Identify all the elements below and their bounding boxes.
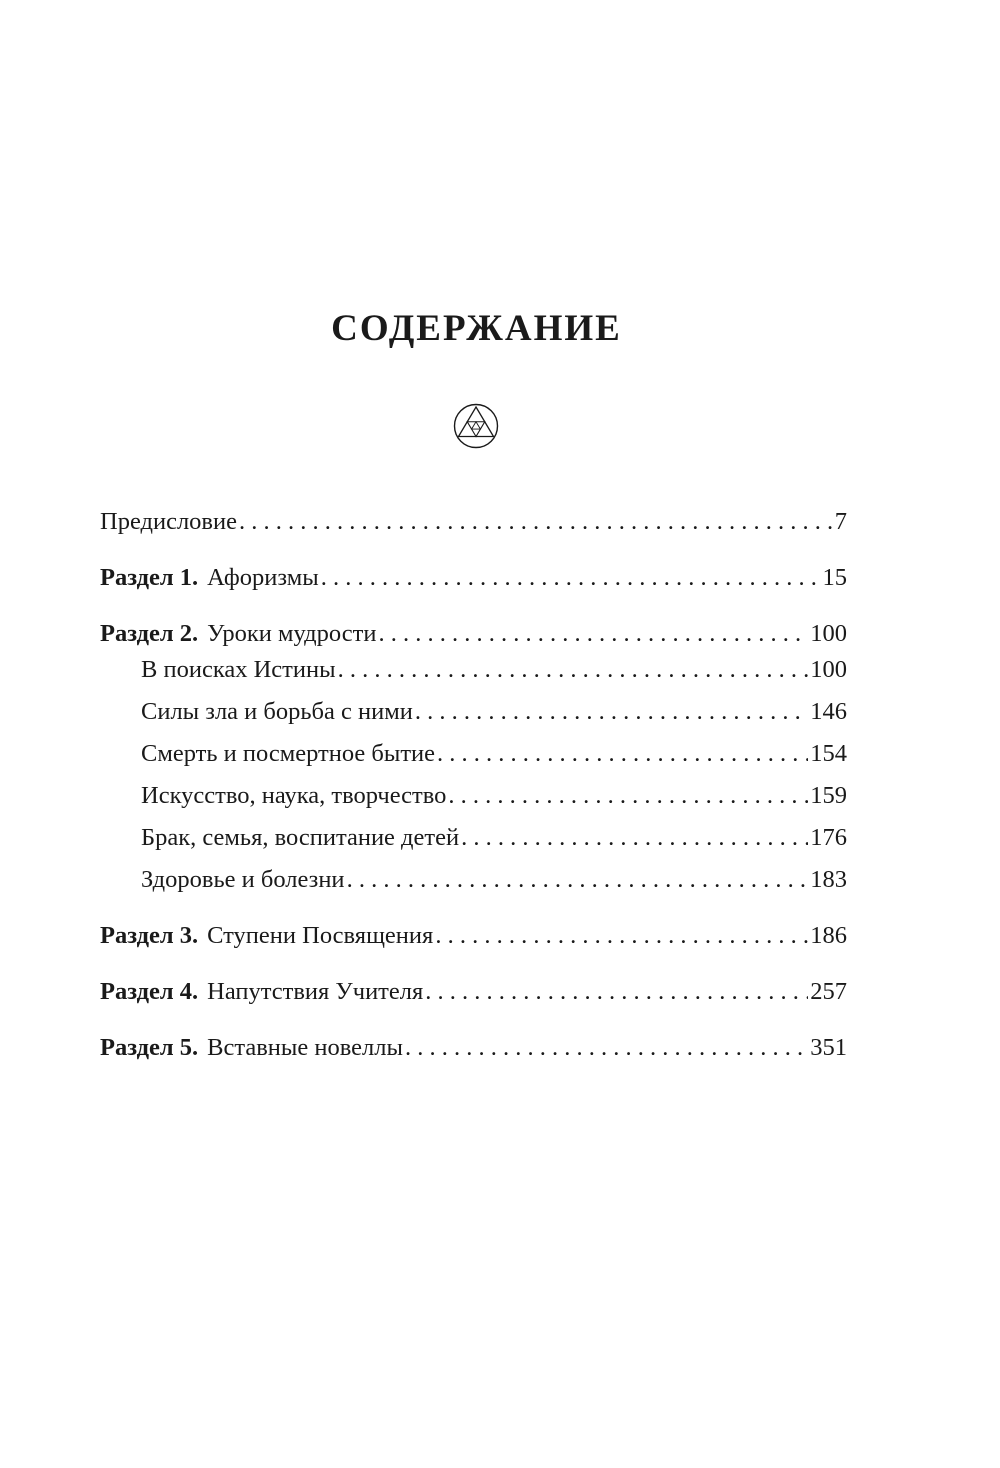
toc-page-number: 351 [810, 1034, 847, 1061]
toc-page-number: 186 [810, 922, 847, 949]
toc-section-label: Раздел 5. [100, 1034, 199, 1061]
toc-entry-section-5[interactable] [100, 1030, 847, 1066]
toc-entry-title: Ступени Посвящения [207, 922, 434, 949]
toc-entry-section-2[interactable] [100, 616, 847, 652]
dot-leader [415, 694, 808, 730]
toc-section-label: Раздел 4. [100, 978, 199, 1005]
page-title: СОДЕРЖАНИЕ [331, 308, 622, 349]
toc-section-label: Раздел 2. [100, 620, 199, 647]
toc-page-number: 183 [810, 866, 847, 893]
toc-entry-title: Искусство, наука, творчество [141, 782, 447, 809]
dot-leader [448, 778, 808, 814]
dot-leader [405, 1030, 808, 1066]
toc-subentry[interactable] [141, 862, 847, 898]
toc-entry-title: Уроки мудрости [207, 620, 377, 647]
toc-page-number: 176 [810, 824, 847, 851]
toc-section-label: Раздел 3. [100, 922, 199, 949]
toc-page-number: 257 [810, 978, 847, 1005]
dot-leader [461, 820, 808, 856]
toc-page-number: 7 [834, 508, 847, 535]
toc-page-number: 159 [810, 782, 847, 809]
dot-leader [378, 616, 808, 652]
toc-entry-title: Предисловие [100, 508, 237, 535]
dot-leader [239, 504, 833, 540]
toc-entry-section-4[interactable] [100, 974, 847, 1010]
dot-leader [435, 918, 808, 954]
toc-entry-title: Брак, семья, воспитание детей [141, 824, 460, 851]
toc-page-number: 100 [810, 620, 847, 647]
dot-leader [425, 974, 808, 1010]
dot-leader [338, 652, 809, 688]
toc-entry-title: Смерть и посмертное бытие [141, 740, 436, 767]
toc-entry-section-3[interactable] [100, 918, 847, 954]
toc-page-number: 146 [810, 698, 847, 725]
toc-subentry[interactable] [141, 820, 847, 856]
toc-subentry[interactable] [141, 736, 847, 772]
toc-entry-title: Афоризмы [207, 564, 319, 591]
toc-subentry[interactable] [141, 694, 847, 730]
toc-page-number: 154 [810, 740, 847, 767]
toc-entry-section-1[interactable] [100, 560, 847, 596]
dot-leader [437, 736, 808, 772]
dot-leader [321, 560, 821, 596]
toc-entry-title: Напутствия Учителя [207, 978, 424, 1005]
toc-section-label: Раздел 1. [100, 564, 199, 591]
toc-page-number: 15 [822, 564, 847, 591]
toc-subentry[interactable] [141, 652, 847, 688]
toc-entry-title: В поисках Истины [141, 656, 336, 683]
toc-entry-preface[interactable] [100, 504, 847, 540]
toc-page-number: 100 [810, 656, 847, 683]
toc-subentry[interactable] [141, 778, 847, 814]
dot-leader [347, 862, 809, 898]
toc-entry-title: Вставные новеллы [207, 1034, 403, 1061]
toc-entry-title: Здоровье и болезни [141, 866, 345, 893]
toc-entry-title: Силы зла и борьба с ними [141, 698, 413, 725]
